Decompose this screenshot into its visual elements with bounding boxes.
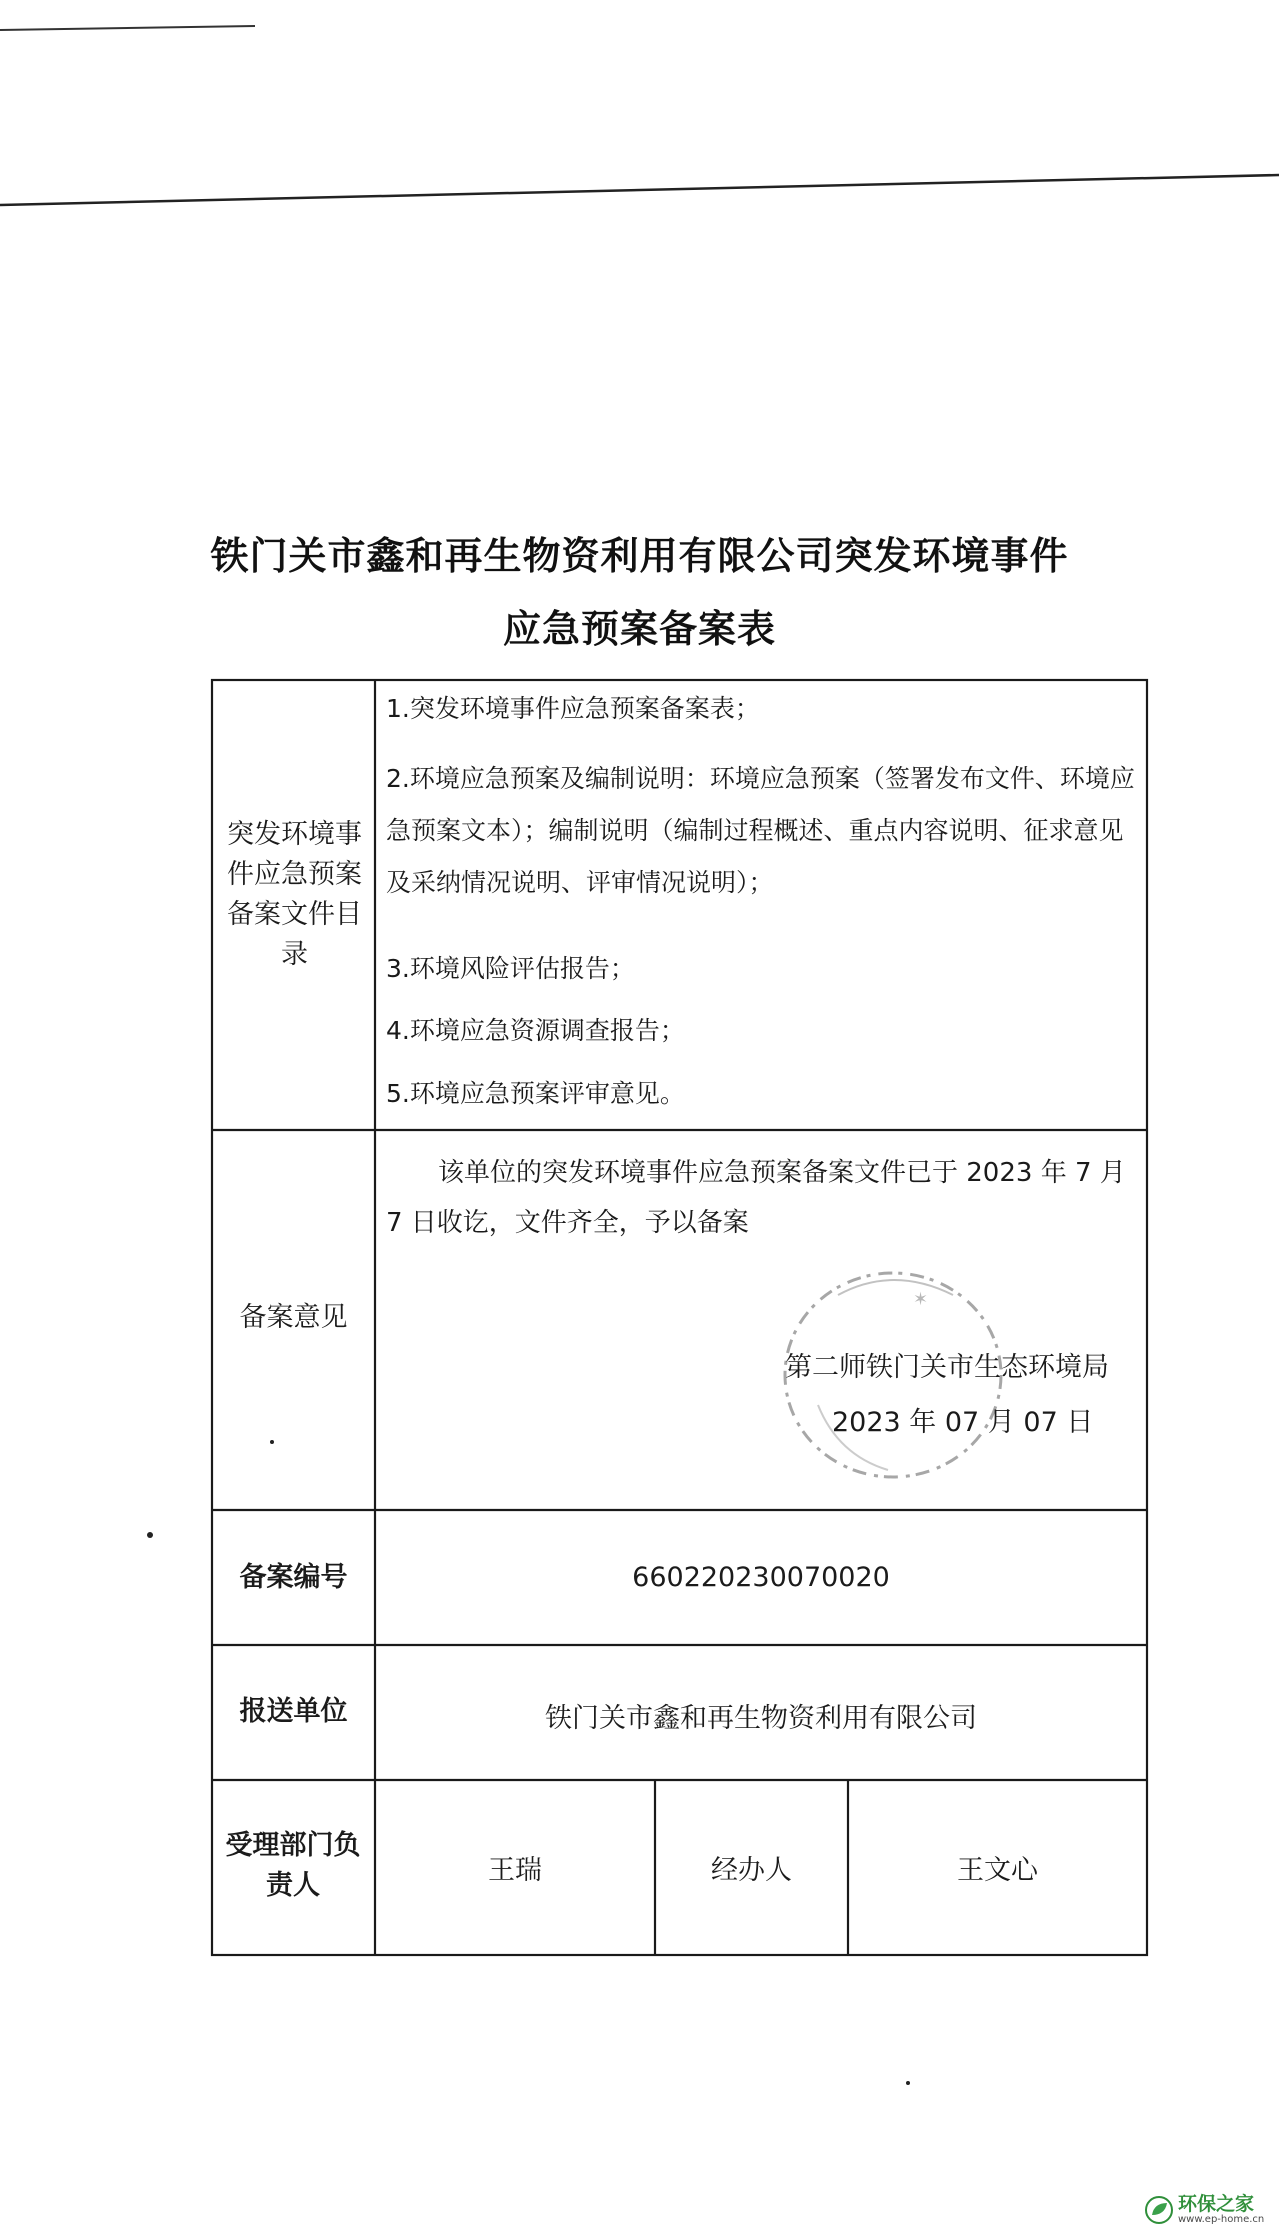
handler-name: 王文心 [957, 1855, 1038, 1886]
catalog-item-2: 2.环境应急预案及编制说明：环境应急预案（签署发布文件、环境应急预案文本）；编制说明（编制过程概述、重点内容说明、征求意见及采纳情况说明、评审情况说明）； [386, 764, 1135, 897]
handler-label: 经办人 [711, 1855, 792, 1886]
catalog-item-1: 1.突发环境事件应急预案备案表； [386, 694, 760, 723]
watermark-brand: 环保之家 [1178, 2193, 1255, 2215]
catalog-label: 突发环境事件应急预案备案文件目录 [227, 819, 362, 970]
opinion-text: 该单位的突发环境事件应急预案备案文件已于 2023 年 7 月 7 日收讫，文件齐全，予以备案 [386, 1158, 1126, 1238]
watermark-url: www.ep-home.cn [1178, 2214, 1265, 2225]
site-watermark [1144, 2190, 1276, 2230]
catalog-item-4: 4.环境应急资源调查报告； [386, 1016, 685, 1045]
record-number: 660220230070020 [632, 1562, 890, 1593]
record-number-label: 备案编号 [239, 1562, 348, 1593]
dept-head-label: 受理部门负责人 [225, 1830, 361, 1901]
dept-head-name: 王瑞 [488, 1855, 542, 1886]
svg-text:✶: ✶ [913, 1289, 929, 1310]
leaf-logo-icon [1144, 2195, 1174, 2225]
catalog-item-5: 5.环境应急预案评审意见。 [386, 1079, 685, 1108]
issue-date: 2023 年 07 月 07 日 [832, 1407, 1094, 1438]
opinion-label: 备案意见 [239, 1302, 348, 1333]
issuing-authority: 第二师铁门关市生态环境局 [785, 1352, 1109, 1383]
submit-unit: 铁门关市鑫和再生物资利用有限公司 [545, 1703, 977, 1734]
catalog-item-3: 3.环境风险评估报告； [386, 954, 635, 983]
document-subtitle: 应急预案备案表 [502, 607, 776, 651]
submit-unit-label: 报送单位 [239, 1696, 348, 1727]
document-title: 铁门关市鑫和再生物资利用有限公司突发环境事件 [210, 534, 1069, 578]
